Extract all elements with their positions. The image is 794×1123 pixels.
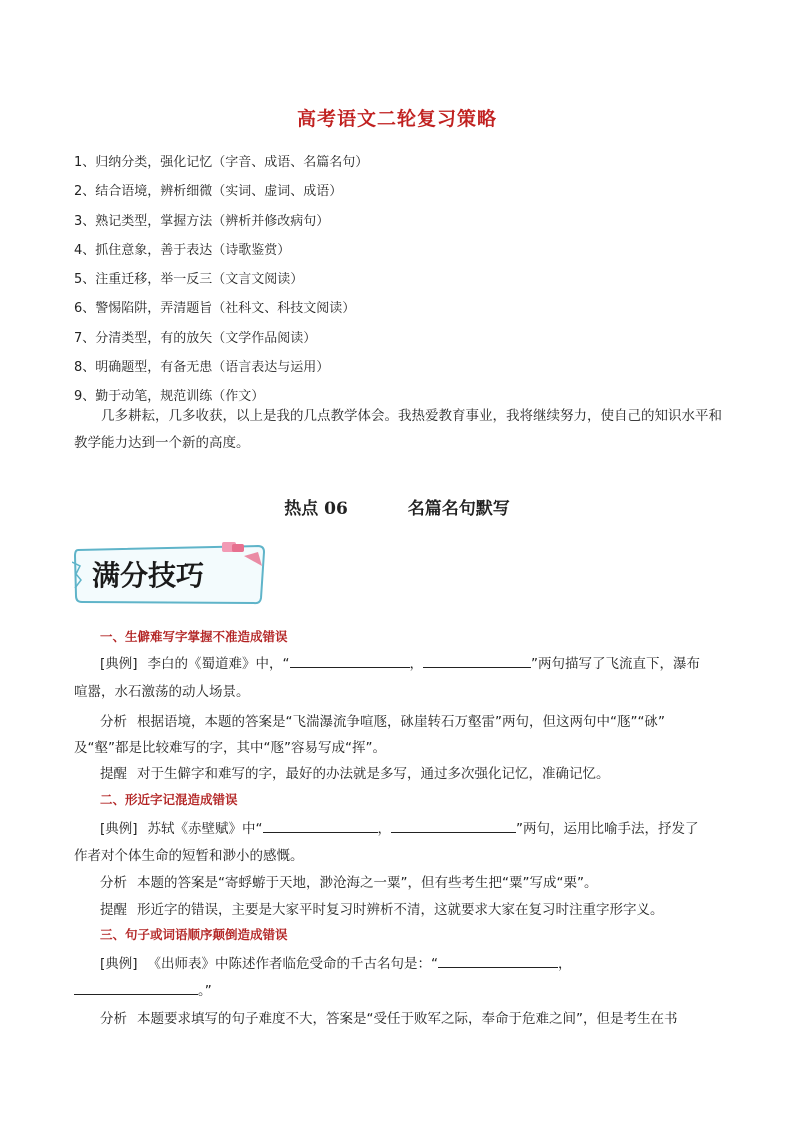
list-item: 9、勤于动笔，规范训练（作文） [74,389,265,405]
analysis-line [100,710,665,730]
section-heading: 三、句子或词语顺序颠倒造成错误 [100,927,288,942]
example-continuation: 作者对个体生命的短暂和渺小的感慨。 [74,848,304,864]
example-separator: ， [558,956,572,972]
example-separator: ， [377,821,392,837]
strategy-list [74,148,368,412]
banner-text: 满分技巧 [92,559,205,592]
example-line [100,952,572,972]
analysis-tag: 分析 [100,875,127,891]
closing-paragraph [74,403,722,457]
example-text: 《出师表》中陈述作者临危受命的千古名句是：“ [147,956,439,972]
closing-text: 几多耕耘，几多收获，以上是我的几点教学体会。我热爱教育事业，我将继续努力，使自己的知识水平和教学能力达到一个新的高度。 [74,408,722,451]
list-item: 3、熟记类型，掌握方法（辨析并修改病句） [74,213,330,229]
hotspot-topic: 名篇名句默写 [407,499,510,519]
tip-line [100,898,664,918]
list-item: 8、明确题型，有备无患（语言表达与运用） [74,360,330,376]
example-text: 李白的《蜀道难》中，“ [147,656,290,672]
example-line [100,817,699,837]
example-tag: [典例] [100,821,138,837]
section-heading: 二、形近字记混造成错误 [100,792,238,807]
example-continuation [74,979,212,999]
analysis-line [100,871,597,891]
example-tag: [典例] [100,956,138,972]
answer-blank[interactable] [391,818,516,833]
answer-blank[interactable] [263,818,378,833]
analysis-text: 本题的答案是“寄蜉蝣于天地，渺沧海之一粟”，但有些考生把“粟”写成“栗”。 [137,875,598,891]
answer-blank[interactable] [438,953,558,968]
example-separator: ， [409,656,424,672]
example-tag: [典例] [100,656,138,672]
analysis-text: 根据语境，本题的答案是“飞湍瀑流争喧豗，砯崖转石万壑雷”两句，但这两句中“豗”“砯” [137,714,665,730]
list-item: 2、结合语境，辨析细微（实词、虚词、成语） [74,184,343,200]
answer-blank[interactable] [74,980,198,995]
tip-line [100,762,610,782]
analysis-text: 本题要求填写的句子难度不大，答案是“受任于败军之际，奉命于危难之间”，但是考生在书 [137,1011,678,1027]
answer-blank[interactable] [290,653,410,668]
hotspot-heading [0,494,794,519]
example-line [100,652,700,672]
tip-tag: 提醒 [100,766,127,782]
section-heading: 一、生僻难写字掌握不准造成错误 [100,629,288,644]
tip-text: 形近字的错误，主要是大家平时复习时辨析不清，这就要求大家在复习时注重字形字义。 [137,902,664,918]
example-continuation: 喧嚣，水石激荡的动人场景。 [74,684,250,700]
tip-text: 对于生僻字和难写的字，最好的办法就是多写，通过多次强化记忆，准确记忆。 [137,766,610,782]
list-item: 1、归纳分类，强化记忆（字音、成语、名篇名句） [74,155,369,170]
list-item: 5、注重迁移，举一反三（文言文阅读） [74,272,304,288]
analysis-line [100,1007,678,1027]
analysis-tag: 分析 [100,714,127,730]
example-text: ”两句，运用比喻手法，抒发了 [516,821,699,837]
answer-blank[interactable] [423,653,531,668]
hotspot-code: 热点 06 [284,499,348,519]
example-text: ”两句描写了飞流直下，瀑布 [531,656,701,672]
example-text: 。” [198,983,212,999]
list-item: 7、分清类型，有的放矢（文学作品阅读） [74,330,317,346]
list-item: 6、警惕陷阱，弄清题旨（社科文、科技文阅读） [74,301,356,317]
analysis-continuation: 及“壑”都是比较难写的字，其中“豗”容易写成“挥”。 [74,740,386,756]
list-item: 4、抓住意象，善于表达（诗歌鉴赏） [74,242,291,258]
full-score-banner [72,542,267,606]
example-text: 苏轼《赤壁赋》中“ [147,821,263,837]
tip-tag: 提醒 [100,902,127,918]
page-title: 高考语文二轮复习策略 [296,108,497,130]
analysis-tag: 分析 [100,1011,127,1027]
